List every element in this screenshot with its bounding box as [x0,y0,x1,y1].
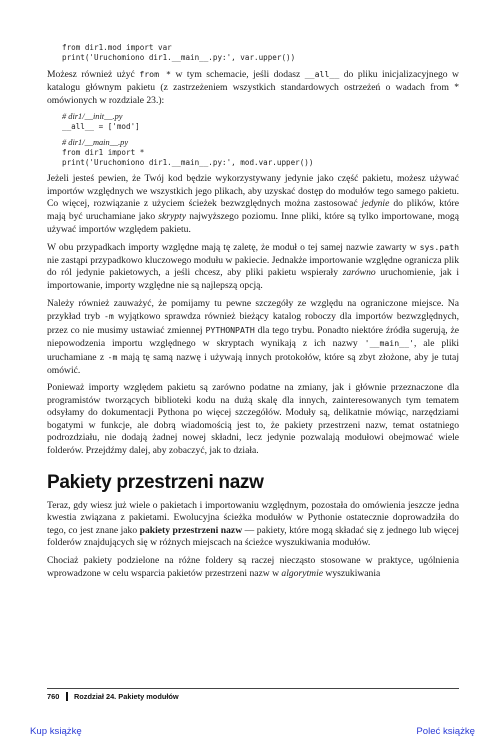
inline-code: -m [104,311,114,322]
code-comment: # dir1/__main__.py [62,137,129,147]
code-comment: # dir1/__init__.py [62,112,123,122]
text-run: najwyższego poziomu. Inne pliki, które są tylko importowane, mogą używać importów względem pakietu. [47,210,459,235]
emphasis: zarówno [342,267,376,279]
paragraph-relative-only [47,173,459,236]
inline-code: PYTHONPATH [205,324,255,335]
text-run: — pakiety, które mogą składać się z jednego lub więcej folderów znajdujących się w różnych miejscach na ścieżce wyszukiwania modułów. [47,524,459,549]
text-run: , ale pliki uruchamiane z [47,338,459,363]
text-run: uruchomienie, jak i importowanie, importy względne nie są najlepszą opcją. [47,267,459,291]
page-footer [47,688,459,701]
inline-code: -m [107,351,118,362]
footer-divider [66,692,68,701]
paragraph-namespace-intro [47,500,459,550]
emphasis: algorytmie [281,567,323,579]
code-line: print('Uruchomiono dir1.__main__.py:', mod.var.upper()) [62,158,314,167]
page-content [47,43,459,580]
paragraph-docs: Ponieważ importy względem pakietu są zarówno podatne na zmiany, jak i głównie przeznaczone dla programistów tworzących biblioteki kodu na dużą skalę dla innych, zainteresowanych tym tematem odsyłamy do dokumentacji Pythona po więcej szczegółów. Moduły są, delikatnie mówiąc, narzędziami bogatymi w funkcje, ale dobrą wiadomością jest to, że pakiety przestrzeni nazw, temat ostatniego podrozdziału, nie dodają żadnej nowej składni, lecz jedynie pozwalają modułowi obejmować wiele folderów. Przejdźmy dalej, aby zobaczyć, jak to działa. [47,382,459,457]
text-run: Możesz również użyć [47,69,140,81]
text-run: do pliku inicjalizacyjnego w katalogu głównym pakietu (z zastrzeżeniem wszystkich standardowych ostrzeżeń o wadach from * omówionych w rozdziale 23.): [47,69,459,106]
text-run: dla tego trybu. Ponadto niektóre źródła sugerują, że niepowodzenia importu względnego w skryptach wynikają z ich nazwy [47,324,459,350]
code-line: __all__ = ['mod'] [62,122,140,132]
buy-book-link[interactable]: Kup książkę [30,726,82,737]
text-run: Teraz, gdy wiesz już wiele o pakietach i importowaniu względnym, pozostała do omówienia jeszcze jedna kwestia związana z pakietami. Ewolucyjna ścieżka modułów w Pythonie ostatecznie doprowadziła do tego, co jest znane jako [47,499,459,536]
paragraph-details [47,298,459,378]
text-run: nie zastąpi przypadkowo kluczowego modułu w pakiecie. Jednakże importowanie względne ogranicza plik do ról jedynie pakietowych, a jeśli chcesz, aby pliki pakietu wspierały [47,254,459,279]
text-run: Należy również zauważyć, że pomijamy tu pewne szczegóły ze względu na ograniczone miejsce. Na przykład tryb [47,297,459,323]
text-run: mają tę samą nazwę i używają innych protokołów, które są zbyt złożone, aby je tutaj omówić. [47,351,459,376]
code-line: from dir1 import * [62,147,145,157]
text-run: w tym schemacie, jeśli dodasz [170,69,305,81]
paragraph-from-star [47,68,459,107]
text-run: do plików, które mają być uruchamiane jako [47,198,459,222]
recommend-book-link[interactable]: Poleć książkę [416,726,475,737]
text-run: Chociaż pakiety podzielone na różne foldery są raczej niecząsto stosowane w praktyce, ugólnienia wprowadzone w celu wsparcia pakietów przestrzeni nazw w [47,555,459,579]
text-run: wyszukiwania [323,567,381,579]
code-block-1 [62,43,459,63]
inline-code: sys.path [419,242,459,253]
paragraph-namespace-detail [47,555,459,580]
code-line: print('Uruchomiono dir1.__main__.py:', var.upper()) [62,53,296,63]
text-run: wyjątkowo sprawdza również bieżący katalog roboczy dla importów bezwzględnych, przez co nie musimy ustawiać zmiennej [47,311,459,336]
emphasis: jedynie [361,198,390,210]
emphasis: skrypty [158,210,187,222]
section-heading: Pakiety przestrzeni nazw [47,471,264,493]
chapter-title: Rozdział 24. Pakiety modułów [73,692,179,701]
paragraph-both-cases [47,241,459,292]
code-block-main [62,138,459,169]
code-block-init [62,112,459,132]
inline-code: '__main__' [364,338,414,349]
text-run: Jeżeli jesteś pewien, że Twój kod będzie wykorzystywany jedynie jako część pakietu, możesz używać importów względnych we wszystkich jego plikach, aby uzyskać dostęp do modułów tego samego pakietu. Co więcej, rozwiązanie z użyciem ścieżek bezwzględnych można zastosować [47,173,459,210]
text-run: W obu przypadkach importy względne mają tę zaletę, że moduł o tej samej nazwie zawarty w [47,242,420,254]
inline-code: __all__ [304,69,340,80]
page-number: 760 [47,692,60,701]
inline-code: from * [139,69,171,80]
code-line: from dir1.mod import var [62,43,172,52]
bold-term: pakiety przestrzeni nazw [139,524,243,536]
